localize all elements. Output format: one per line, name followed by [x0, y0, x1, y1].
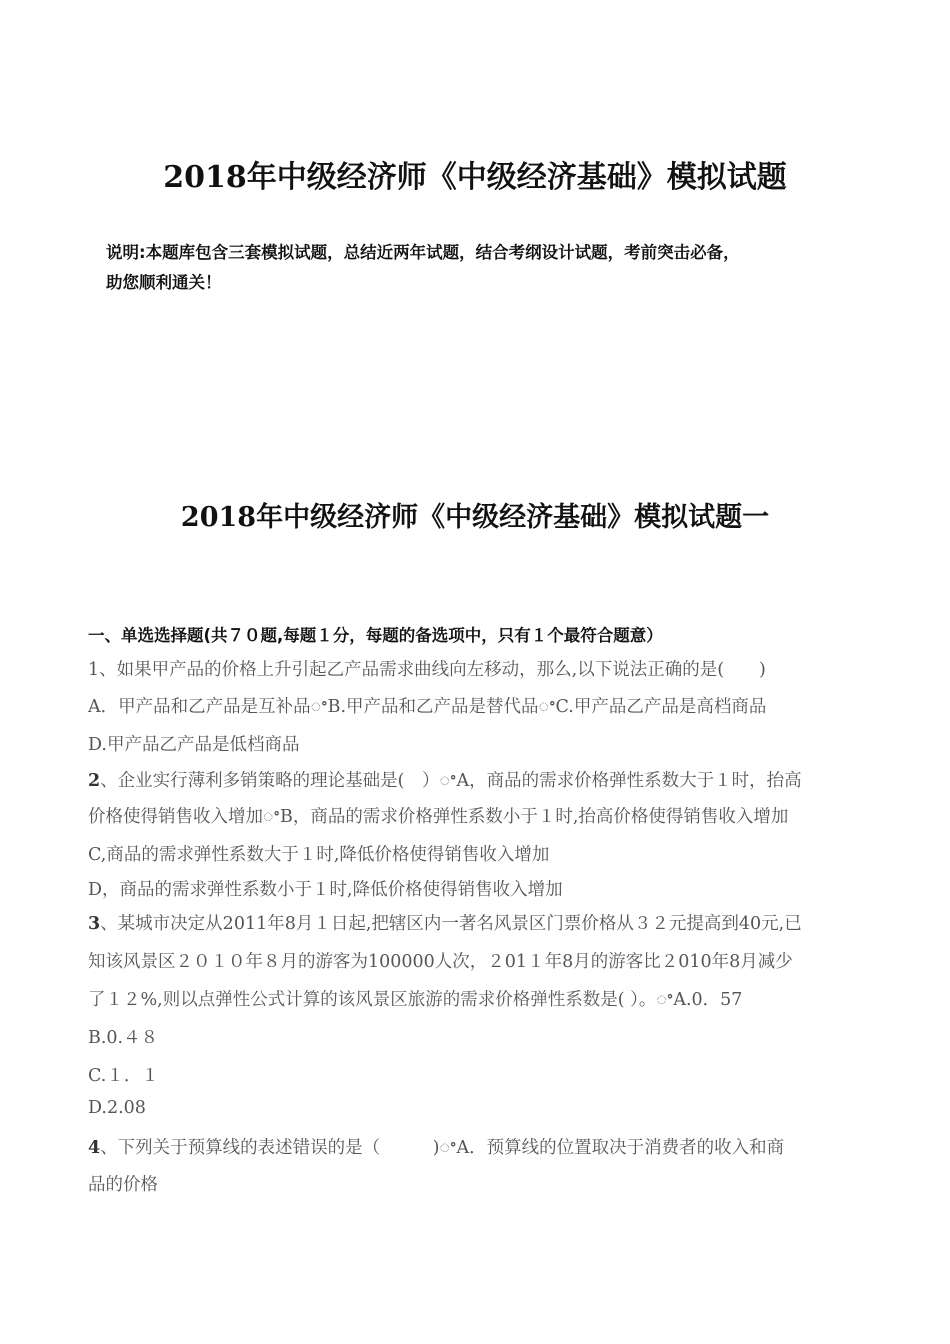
question-number: 4	[88, 1138, 101, 1158]
question-text: 1、如果甲产品的价格上升引起乙产品需求曲线向左移动，那么,以下说法正确的是( )	[88, 660, 766, 680]
question-line	[88, 841, 549, 866]
question-text: 了１２%,则以点弹性公式计算的该风景区旅游的需求价格弹性系数是( ）。ꢀA.0．57	[88, 990, 743, 1010]
question-line	[88, 1171, 158, 1196]
question-text: C,商品的需求弹性系数大于１时,降低价格使得销售收入增加	[88, 845, 550, 865]
question-line	[88, 1062, 159, 1087]
question-line	[88, 986, 742, 1011]
intro-note-line-1: 说明:本题库包含三套模拟试题，总结近两年试题，结合考纲设计试题，考前突击必备，	[106, 243, 740, 262]
document-title: 2018年中级经济师《中级经济基础》模拟试题	[163, 160, 787, 195]
question-text: 品的价格	[88, 1175, 158, 1195]
question-line	[88, 656, 766, 681]
question-line	[88, 1024, 158, 1049]
question-line	[88, 1098, 146, 1118]
question-line	[88, 876, 563, 901]
question-text: C.１．１	[88, 1066, 159, 1086]
question-text: 、下列关于预算线的表述错误的是（ )ꢀA．预算线的位置取决于消费者的收入和商	[100, 1138, 785, 1158]
question-text: D.2.08	[88, 1098, 146, 1118]
question-number: 3	[88, 914, 101, 934]
question-line	[88, 767, 802, 792]
question-text: 价格使得销售收入增加ꢀB，商品的需求价格弹性系数小于１时,抬高价格使得销售收入增加	[88, 807, 789, 827]
question-line	[88, 1134, 784, 1159]
question-text: 知该风景区２０１０年８月的游客为100000人次，２01１年8月的游客比２010年8月减少	[88, 952, 793, 972]
question-text: A．甲产品和乙产品是互补品ꢀB.甲产品和乙产品是替代品ꢀC.甲产品乙产品是高档商品	[88, 697, 767, 717]
question-line	[88, 693, 766, 718]
question-line	[88, 731, 299, 756]
question-text: D.甲产品乙产品是低档商品	[88, 735, 300, 755]
question-text: 、某城市决定从2011年8月１日起,把辖区内一著名风景区门票价格从３２元提高到40元,已	[100, 914, 802, 934]
question-text: D，商品的需求弹性系数小于１时,降低价格使得销售收入增加	[88, 880, 563, 900]
section-heading: 一、单选选择题(共７０题,每题１分，每题的备选项中，只有１个最符合题意）	[88, 626, 663, 645]
intro-note	[106, 238, 846, 298]
question-line	[88, 803, 788, 828]
question-number: 2	[88, 771, 101, 791]
exam-subtitle: 2018年中级经济师《中级经济基础》模拟试题一	[180, 502, 770, 533]
question-text: B.0.４８	[88, 1028, 159, 1048]
intro-note-line-2: 助您顺利通关！	[106, 273, 222, 292]
question-line	[88, 910, 802, 935]
question-text: 、企业实行薄利多销策略的理论基础是( ）ꢀA，商品的需求价格弹性系数大于１时，抬高	[100, 771, 802, 791]
question-line	[88, 948, 793, 973]
